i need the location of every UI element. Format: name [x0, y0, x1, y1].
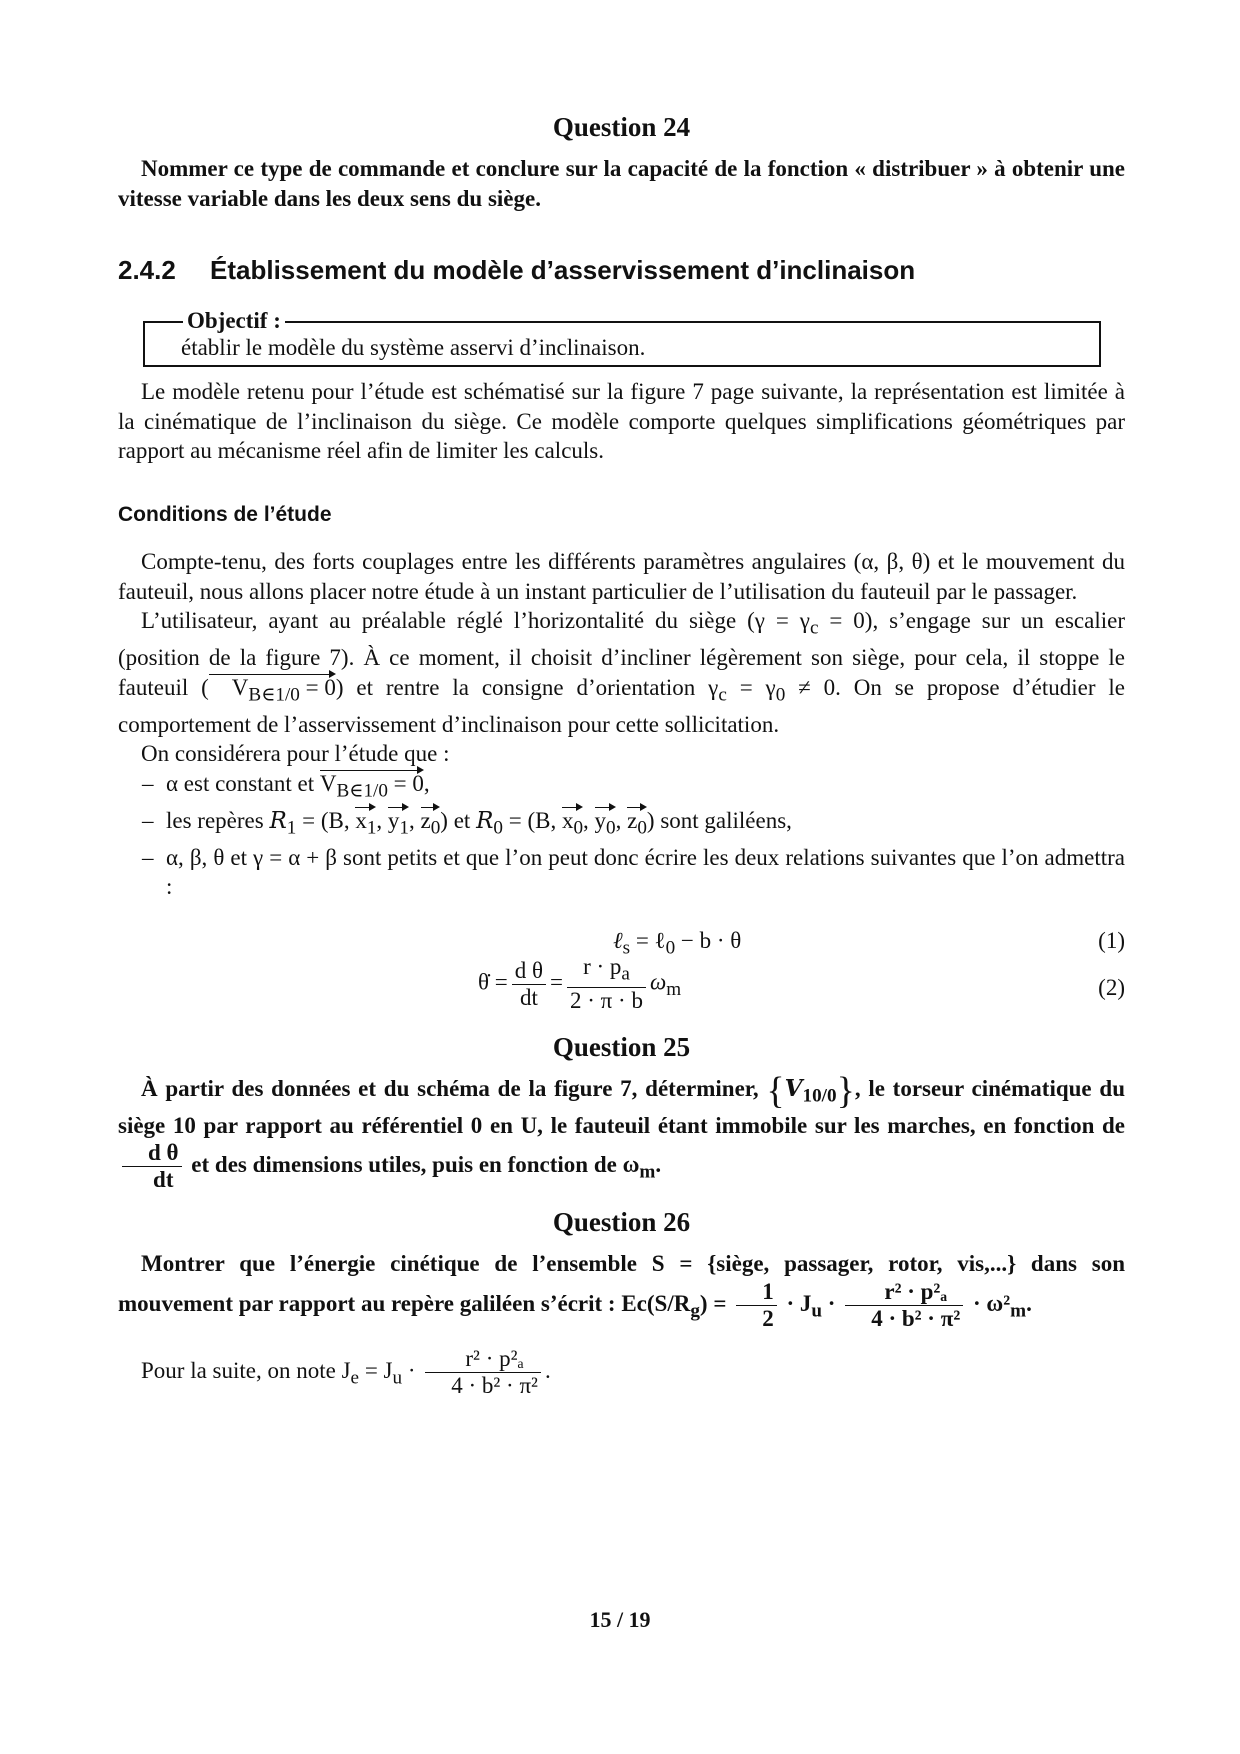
conditions-paragraph-2: L’utilisateur, ayant au préalable réglé l’horizontalité du siège $(\gamma = \gamma_c = 0)$, s’engage sur un escalier (position de la figure 7). À ce moment, il choisit d’incliner légèrement son siège, pour cela, il stoppe le fauteuil ( $V_{B\in 1/0} = 0$) et rentre la consigne d’orientation $\gamma_c = \gamma_0 \ne 0$. On se propose d’étudier le comportement de l’asservissement d’inclinaison pour cette sollicitation. [118, 608, 1126, 737]
equation-1-number: (1) [1098, 927, 1125, 953]
equation-2: θ̇ = $\frac{\text{d θ}}{dt}$ = $\frac{r \cdot p_a}{2 \cdot \pi \cdot b}$ $\omega_m$ [478, 953, 682, 1014]
equations [118, 918, 1125, 1016]
question-24-text: Nommer ce type de commande et conclure sur la capacité de la fonction « distribuer » à obtenir une vitesse variable dans les deux sens du siège. [118, 156, 1125, 211]
equation-1: ℓ$_s$ = ℓ$_0$ − b · θ [613, 927, 742, 959]
question-26-heading: Question 26 [552, 1207, 691, 1238]
page-number: 15 / 19 [589, 1607, 651, 1632]
question-25-text: À partir des données et du schéma de la figure 7, déterminer, $\{V_{10/0}\}$, le torseur cinématique du siège 10 par rapport au référentiel 0 en U, le fauteuil étant immobile sur les marches, en fonction de $\frac{\text{d θ}}{dt}$ et des dimensions utiles, puis en fonction de $\omega_m$. [118, 1069, 1125, 1193]
section-title: Établissement du modèle d’asservissement d’inclinaison [210, 255, 916, 285]
equation-2-number: (2) [1098, 974, 1125, 1000]
intro-paragraph: Le modèle retenu pour l’étude est schématisé sur la figure 7 page suivante, la représentation est limitée à la cinématique de l’inclinaison du siège. Ce modèle comporte quelques simplifications géométriques par rapport au mécanisme réel afin de limiter les calculs. [118, 379, 1125, 463]
velocity-vector: $V_{B\in 1/0} = 0$ [209, 673, 336, 710]
velocity-vector: $V_{B\in 1/0} = 0$ [320, 769, 424, 806]
objective-box [143, 308, 1101, 367]
section-number: 2.4.2 [118, 255, 176, 285]
note-paragraph: Pour la suite, on note $J_e = J_u$ · $\frac{\text{r² · p²ₐ}}{\text{4 · b² · π²}}$ . [141, 1345, 551, 1398]
page-content [118, 110, 1125, 1399]
conditions-paragraph-1: Compte-tenu, des forts couplages entre les différents paramètres angulaires (α, β, θ) et le mouvement du fauteuil, nous allons placer notre étude à un instant particulier de l’utilisation du fauteuil par le passager. [118, 549, 1125, 604]
section-heading [118, 253, 1125, 287]
list-item: – les repères $R_1 = (B$, $x_1$, $y_1$, $z_0$) et $R_0 = (B$, $x_0$, $y_0$, $z_0$) sont galiléens, [118, 806, 1125, 843]
assumptions-list [118, 769, 1125, 902]
question-26-text: Montrer que l’énergie cinétique de l’ensemble S = {siège, passager, rotor, vis,...} dans son mouvement par rapport au repère galiléen s’écrit : $Ec(S/R_g)$ = $\frac{1}{2}$ · $J_u$ · $\frac{\text{r² · p²ₐ}}{\text{4 · b² · π²}}$ · $\omega^2_m$. [118, 1251, 1125, 1331]
conditions-heading: Conditions de l’étude [118, 502, 332, 526]
list-item: – α est constant et $V_{B\in 1/0} = 0$, [118, 769, 1125, 806]
list-item: – α, β, θ et γ = α + β sont petits et que l’on peut donc écrire les deux relations suivantes que l’on admettra : [118, 843, 1125, 902]
objective-label: Objectif : [183, 307, 285, 335]
question-25-heading: Question 25 [552, 1031, 691, 1062]
objective-text: établir le modèle du système asservi d’inclinaison. [181, 335, 646, 360]
question-24-heading: Question 24 [552, 112, 691, 142]
conditions-paragraph-3: On considérera pour l’étude que : [141, 741, 450, 767]
